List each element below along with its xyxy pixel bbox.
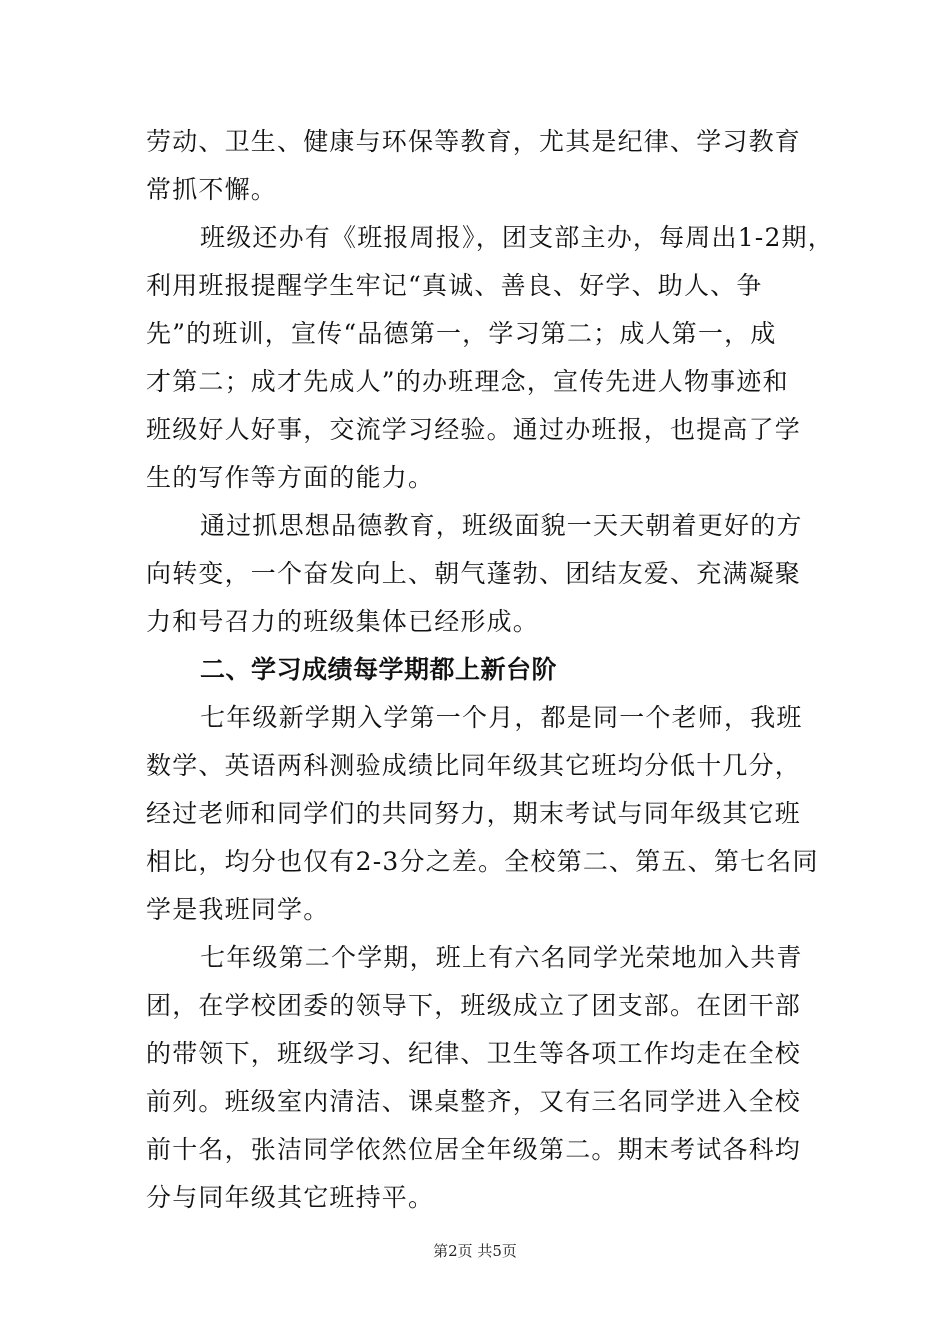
text-line: 才第二；成才先成人”的办班理念，宣传先进人物事迹和 [146,367,789,396]
text-line: 通过抓思想品德教育，班级面貌一天天朝着更好的方 [200,511,803,540]
text-line: 七年级第二个学期，班上有六名同学光荣地加入共青 [200,943,803,972]
document-body [146,118,834,1222]
text-line: 学是我班同学。 [146,895,330,924]
text-line: 前十名，张洁同学依然位居全年级第二。期末考试各科均 [146,1135,802,1164]
text-line: 力和号召力的班级集体已经形成。 [146,607,540,636]
text-line: 先”的班训，宣传“品德第一，学习第二；成人第一，成 [146,319,777,348]
text-line: 分与同年级其它班持平。 [146,1183,435,1212]
text-line: 数学、英语两科测验成绩比同年级其它班均分低十几分， [146,751,802,780]
text-line: 前列。班级室内清洁、课桌整齐，又有三名同学进入全校 [146,1087,802,1116]
text-line: 劳动、卫生、健康与环保等教育，尤其是纪律、学习教育 [146,127,802,156]
text-line: 班级好人好事，交流学习经验。通过办班报，也提高了学 [146,415,802,444]
text-line: 经过老师和同学们的共同努力，期末考试与同年级其它班 [146,799,802,828]
section-heading: 二、学习成绩每学期都上新台阶 [200,655,558,684]
text-line: 相比，均分也仅有2-3分之差。全校第二、第五、第七名同 [146,847,819,876]
text-line: 团，在学校团委的领导下，班级成立了团支部。在团干部 [146,991,802,1020]
text-line: 班级还办有《班报周报》，团支部主办，每周出1-2期， [200,223,834,252]
text-line: 向转变，一个奋发向上、朝气蓬勃、团结友爱、充满凝聚 [146,559,802,588]
text-line: 七年级新学期入学第一个月，都是同一个老师，我班 [200,703,803,732]
page-footer: 第2页 共5页 [433,1242,517,1260]
text-line: 常抓不懈。 [146,175,278,204]
text-line: 生的写作等方面的能力。 [146,463,435,492]
text-line: 的带领下，班级学习、纪律、卫生等各项工作均走在全校 [146,1039,802,1068]
text-line: 利用班报提醒学生牢记“真诚、善良、好学、助人、争 [146,271,763,300]
